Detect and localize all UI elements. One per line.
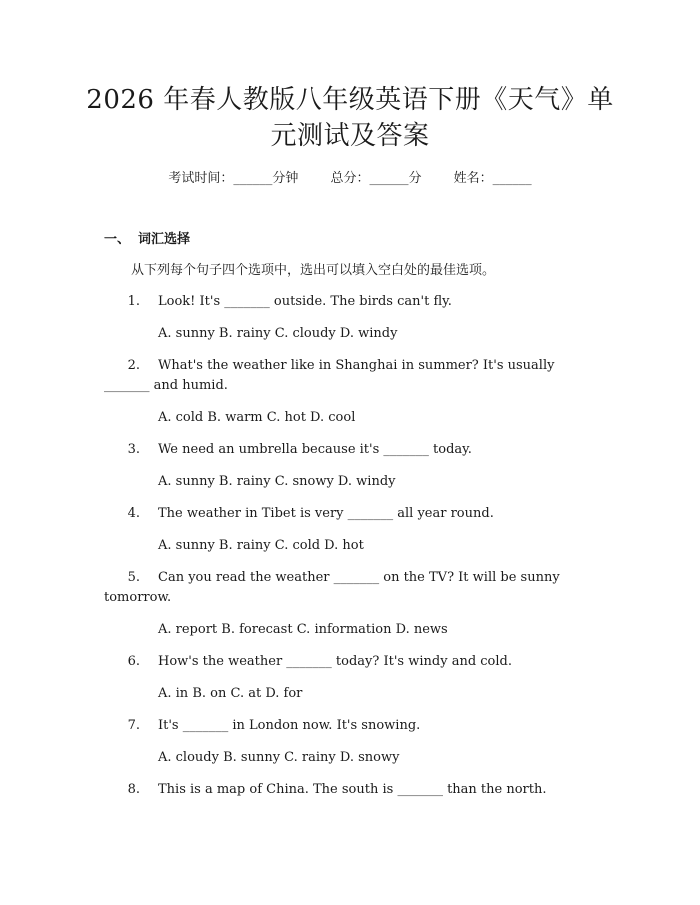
question-number: 6. bbox=[127, 654, 140, 669]
question-options: A. sunny B. rainy C. cloudy D. windy bbox=[158, 326, 398, 341]
exam-meta bbox=[0, 170, 700, 188]
question-text: The weather in Tibet is very _______ all year round. bbox=[158, 506, 494, 521]
section-heading bbox=[104, 231, 190, 249]
question-text: Can you read the weather _______ on the TV? It will be sunny bbox=[158, 570, 560, 585]
question-options: A. cold B. warm C. hot D. cool bbox=[158, 410, 356, 425]
question-options: A. in B. on C. at D. for bbox=[158, 686, 303, 701]
section-instruction: 从下列每个句子四个选项中，选出可以填入空白处的最佳选项。 bbox=[131, 263, 496, 278]
question-number: 2. bbox=[127, 358, 140, 373]
section-number: 一、 bbox=[104, 232, 131, 247]
question-text: How's the weather _______ today? It's windy and cold. bbox=[158, 654, 512, 669]
question-options: A. report B. forecast C. information D. news bbox=[158, 622, 448, 637]
question-number: 4. bbox=[127, 506, 140, 521]
question-text: We need an umbrella because it's _______ today. bbox=[158, 442, 472, 457]
section-title: 词汇选择 bbox=[138, 232, 191, 247]
question-text: It's _______ in London now. It's snowing. bbox=[158, 718, 421, 733]
question-number: 5. bbox=[127, 570, 140, 585]
name-field: 姓名：______ bbox=[453, 171, 532, 186]
question-number: 3. bbox=[127, 442, 140, 457]
question-text: This is a map of China. The south is _______ than the north. bbox=[158, 782, 547, 797]
question-number: 8. bbox=[127, 782, 140, 797]
document-title-line1: 2026 年春人教版八年级英语下册《天气》单 bbox=[86, 85, 614, 115]
question-options: A. sunny B. rainy C. snowy D. windy bbox=[158, 474, 396, 489]
total-score-field: 总分：______分 bbox=[330, 171, 422, 186]
question-text: Look! It's _______ outside. The birds can't fly. bbox=[158, 294, 452, 309]
document-title-line2: 元测试及答案 bbox=[270, 121, 430, 151]
question-options: A. cloudy B. sunny C. rainy D. snowy bbox=[158, 750, 400, 765]
question-text: What's the weather like in Shanghai in summer? It's usually bbox=[158, 358, 555, 373]
question-number: 7. bbox=[127, 718, 140, 733]
question-number: 1. bbox=[127, 294, 140, 309]
question-text-continued: tomorrow. bbox=[104, 590, 172, 605]
question-text-continued: _______ and humid. bbox=[104, 378, 228, 393]
question-options: A. sunny B. rainy C. cold D. hot bbox=[158, 538, 364, 553]
exam-time-field: 考试时间：______分钟 bbox=[168, 171, 299, 186]
